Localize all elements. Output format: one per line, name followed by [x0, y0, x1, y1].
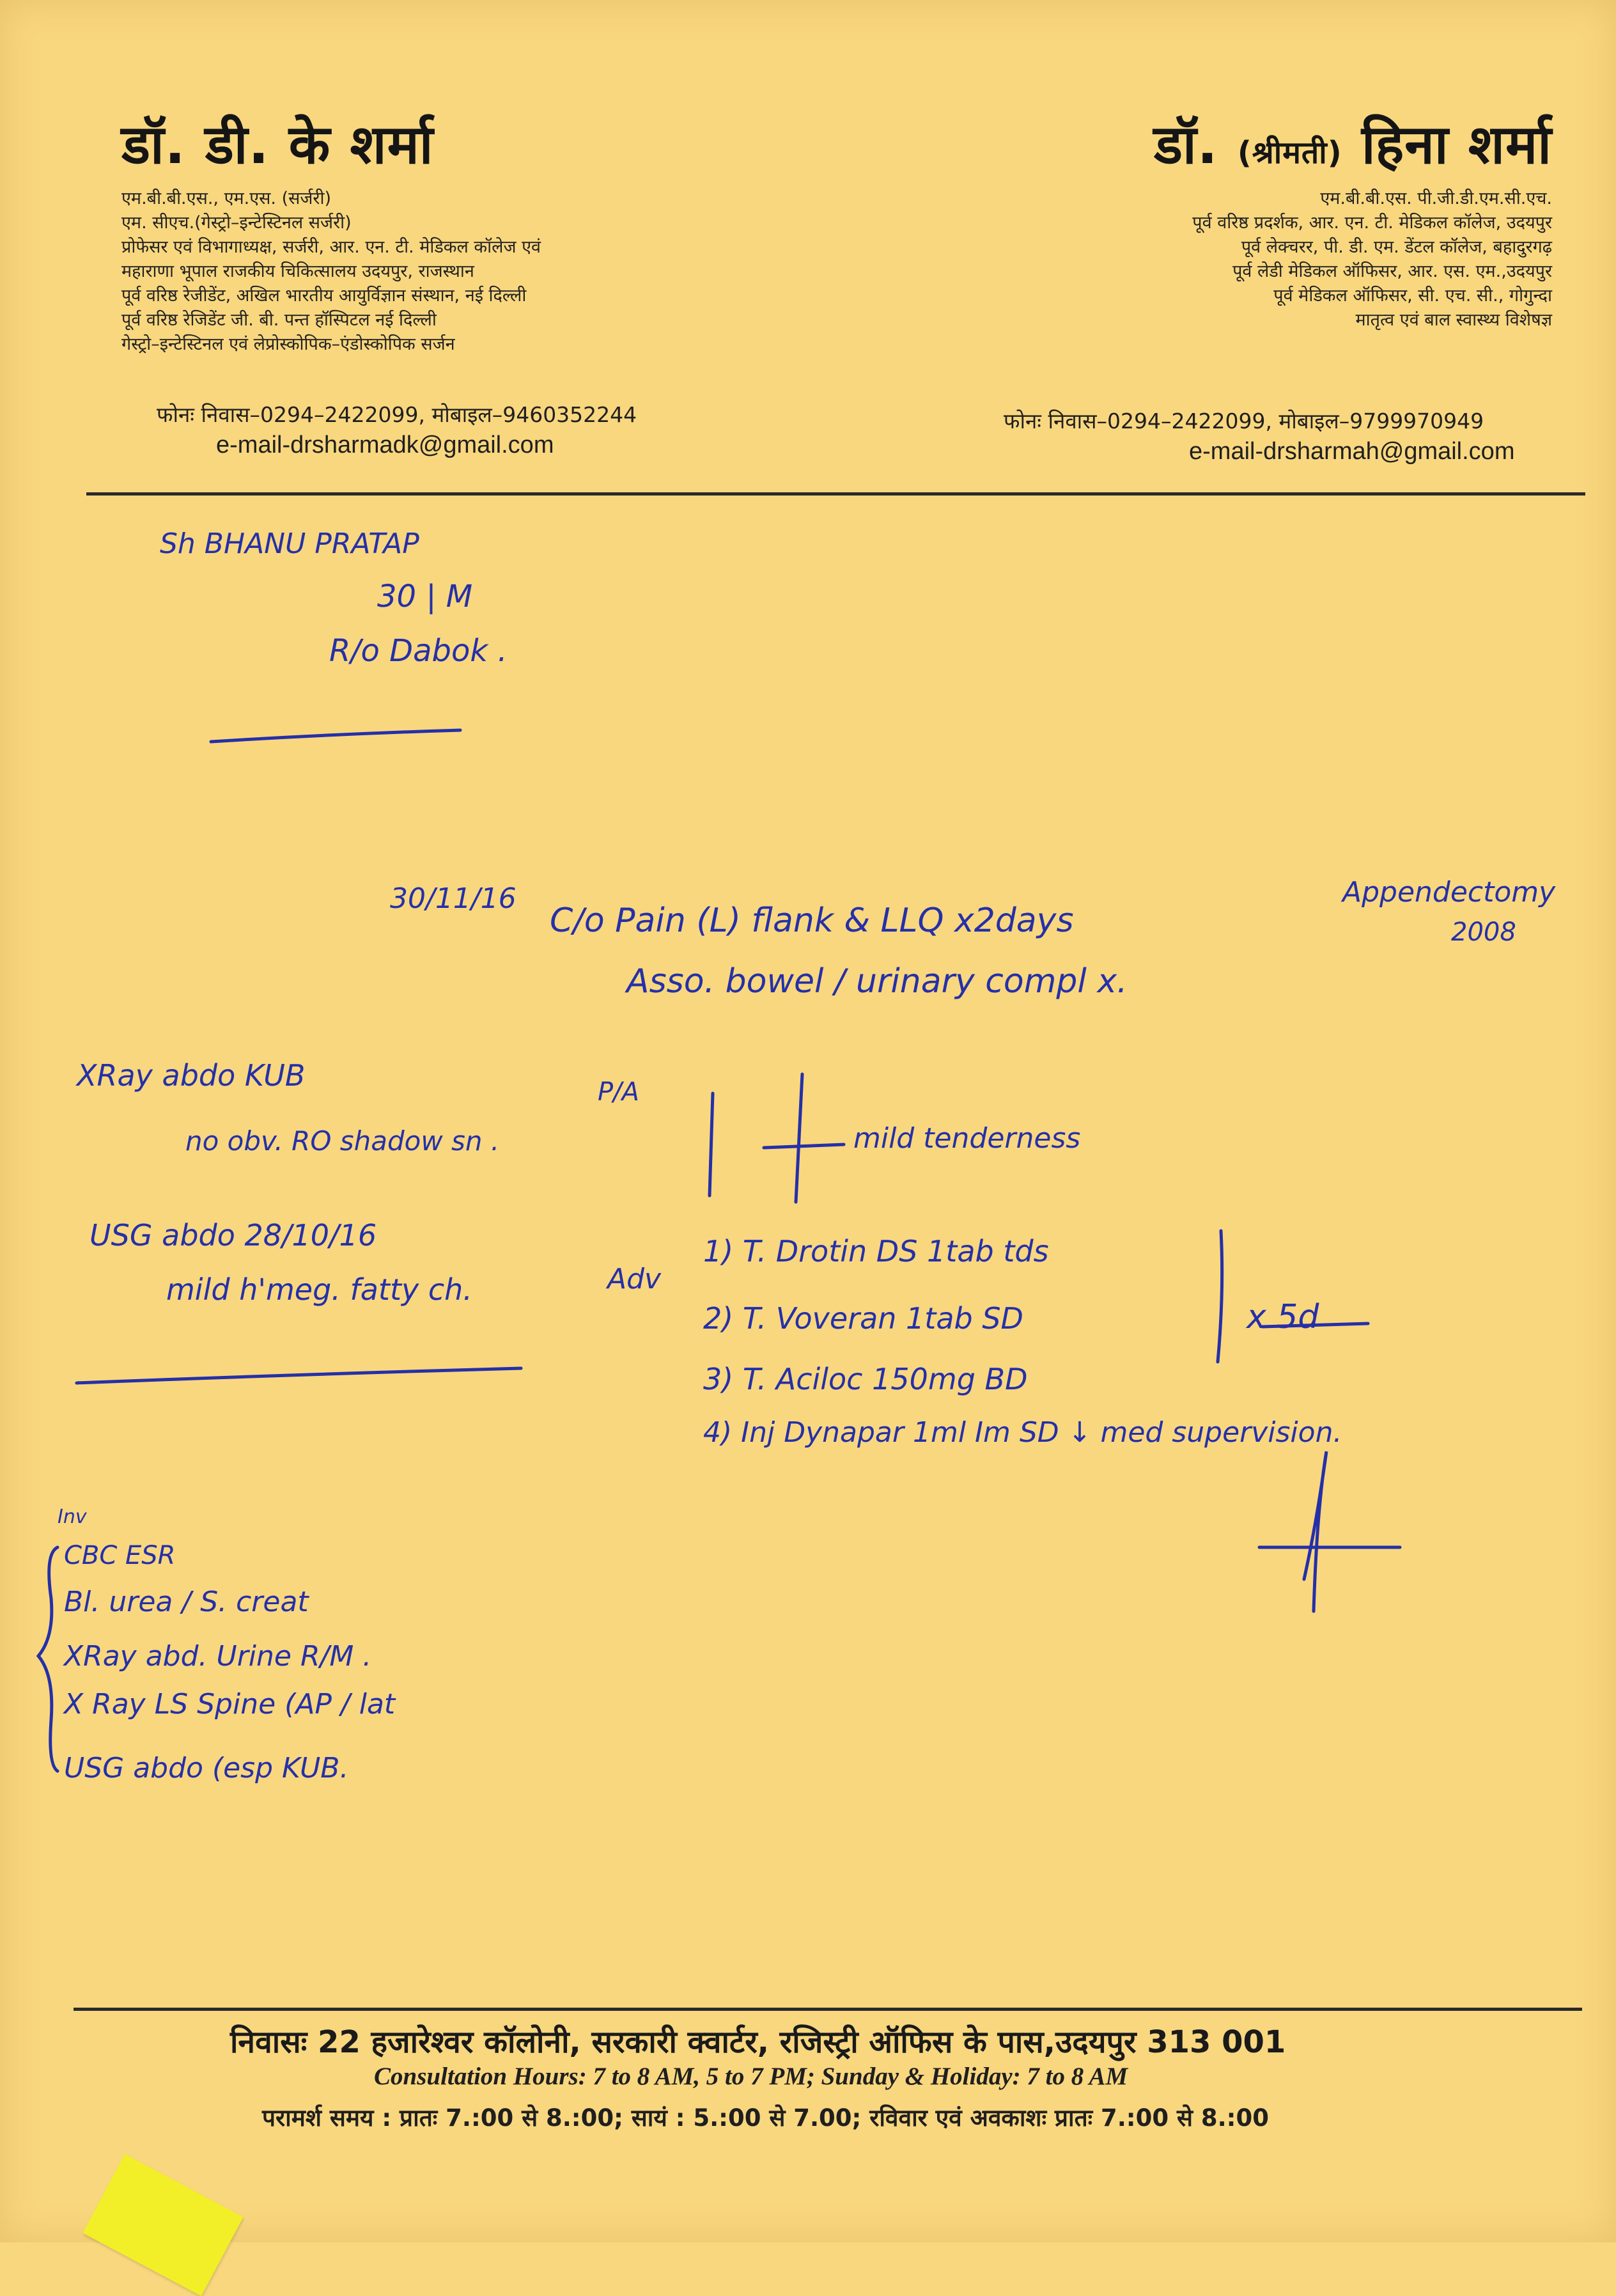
right-qualification-3: पूर्व लेक्चरर, पी. डी. एम. डेंटल कॉलेज, बहादुरगढ़	[1241, 237, 1552, 258]
left-doctor-email: e-mail-drsharmadk@gmail.com	[216, 432, 554, 458]
right-doctor-title: (श्रीमती)	[1237, 135, 1342, 171]
right-doctor-phone: फोनः निवास–0294–2422099, मोबाइल–9799970949	[1004, 409, 1484, 433]
medication-4: 4) Inj Dynapar 1ml Im SD ↓ med supervision.	[703, 1416, 1342, 1449]
per-abdomen-label: P/A	[598, 1077, 639, 1107]
medication-bracket	[1218, 1231, 1222, 1362]
signature-stroke-vertical	[1304, 1451, 1326, 1611]
right-qualification-4: पूर्व लेडी मेडिकल ऑफिसर, आर. एस. एम.,उदयपुर	[1232, 262, 1552, 282]
right-doctor-name: हिना शर्मा	[1361, 113, 1552, 176]
footer-divider	[74, 2008, 1582, 2011]
right-doctor-email: e-mail-drsharmah@gmail.com	[1189, 438, 1515, 465]
right-doctor-prefix: डॉ.	[1154, 113, 1218, 176]
patient-underline	[211, 730, 460, 742]
left-doctor-name: डॉ. डी. के शर्मा	[121, 113, 434, 176]
patient-name: Sh BHANU PRATAP	[160, 527, 419, 560]
right-qualification-2: पूर्व वरिष्ठ प्रदर्शक, आर. एन. टी. मेडिकल कॉलेज, उदयपुर	[1192, 213, 1552, 233]
right-qualification-1: एम.बी.बी.एस. पी.जी.डी.एम.सी.एच.	[1320, 189, 1552, 209]
right-qualification-5: पूर्व मेडिकल ऑफिसर, सी. एच. सी., गोगुन्दा	[1273, 286, 1552, 306]
left-qualification-4: महाराणा भूपाल राजकीय चिकित्सालय उदयपुर, राजस्थान	[121, 262, 474, 282]
left-qualification-3: प्रोफेसर एवं विभागाध्यक्ष, सर्जरी, आर. एन. टी. मेडिकल कॉलेज एवं	[121, 237, 541, 258]
left-qualification-7: गेस्ट्रो–इन्टेस्टिनल एवं लेप्रोस्कोपिक–एंडोस्कोपिक सर्जन	[121, 334, 455, 355]
medication-duration: x 5d	[1247, 1298, 1319, 1336]
patient-age-sex: 30 | M	[377, 579, 473, 614]
medication-3: 3) T. Aciloc 150mg BD	[703, 1362, 1028, 1396]
medication-1: 1) T. Drotin DS 1tab tds	[703, 1234, 1049, 1269]
abdomen-diagram-center	[796, 1074, 802, 1202]
investigation-1: CBC ESR	[64, 1541, 176, 1570]
chief-complaint: C/o Pain (L) flank & LLQ x2days	[550, 902, 1074, 940]
left-qualification-2: एम. सीएच.(गेस्ट्रो–इन्टेस्टिनल सर्जरी)	[121, 213, 352, 233]
left-qualification-1: एम.बी.बी.एस., एम.एस. (सर्जरी)	[121, 189, 331, 209]
left-doctor-phone: फोनः निवास–0294–2422099, मोबाइल–9460352244	[157, 402, 637, 427]
left-qualification-6: पूर्व वरिष्ठ रेजिडेंट जी. बी. पन्त हॉस्पिटल नई दिल्ली	[121, 310, 437, 331]
footer-hours-hindi: परामर्श समय : प्रातः 7.:00 से 8.:00; सायं : 5.:00 से 7.00; रविवार एवं अवकाशः प्रातः 7.:00 से 8.:00	[262, 2104, 1269, 2132]
investigation-3: XRay abd. Urine R/M .	[64, 1640, 372, 1673]
investigation-heading: Inv	[58, 1506, 87, 1528]
left-qualification-5: पूर्व वरिष्ठ रेजीडेंट, अखिल भारतीय आयुर्विज्ञान संस्थान, नई दिल्ली	[121, 286, 527, 306]
duration-underline	[1262, 1324, 1368, 1327]
xray-finding: no obv. RO shadow sn .	[185, 1125, 500, 1157]
usg-note: USG abdo 28/10/16	[89, 1218, 377, 1253]
footer-address: निवासः 22 हजारेश्वर कॉलोनी, सरकारी क्वार्टर, रजिस्ट्री ऑफिस के पास,उदयपुर 313 001	[230, 2024, 1286, 2060]
findings-underline	[77, 1368, 521, 1383]
abdomen-diagram-cross	[764, 1144, 844, 1148]
footer-hours-english: Consultation Hours: 7 to 8 AM, 5 to 7 PM; Sunday & Holiday: 7 to 8 AM	[374, 2063, 1128, 2090]
visit-date: 30/11/16	[390, 882, 517, 915]
investigation-brace	[38, 1547, 58, 1771]
investigation-4: X Ray LS Spine (AP / lat	[64, 1688, 396, 1721]
medication-2: 2) T. Voveran 1tab SD	[703, 1301, 1023, 1336]
usg-finding: mild h'meg. fatty ch.	[166, 1272, 472, 1307]
advice-label: Adv	[607, 1263, 662, 1295]
past-history: Appendectomy	[1342, 876, 1556, 909]
xray-note: XRay abdo KUB	[77, 1058, 306, 1093]
tenderness-note: mild tenderness	[853, 1122, 1081, 1155]
patient-residence: R/o Dabok .	[329, 633, 508, 669]
abdomen-diagram-left	[710, 1093, 713, 1196]
past-history-year: 2008	[1451, 918, 1516, 947]
investigation-2: Bl. urea / S. creat	[64, 1586, 309, 1618]
right-qualification-6: मातृत्व एवं बाल स्वास्थ्य विशेषज्ञ	[1355, 310, 1552, 331]
investigation-5: USG abdo (esp KUB.	[64, 1752, 349, 1784]
associated-complaints: Asso. bowel / urinary compl x.	[626, 962, 1128, 1001]
